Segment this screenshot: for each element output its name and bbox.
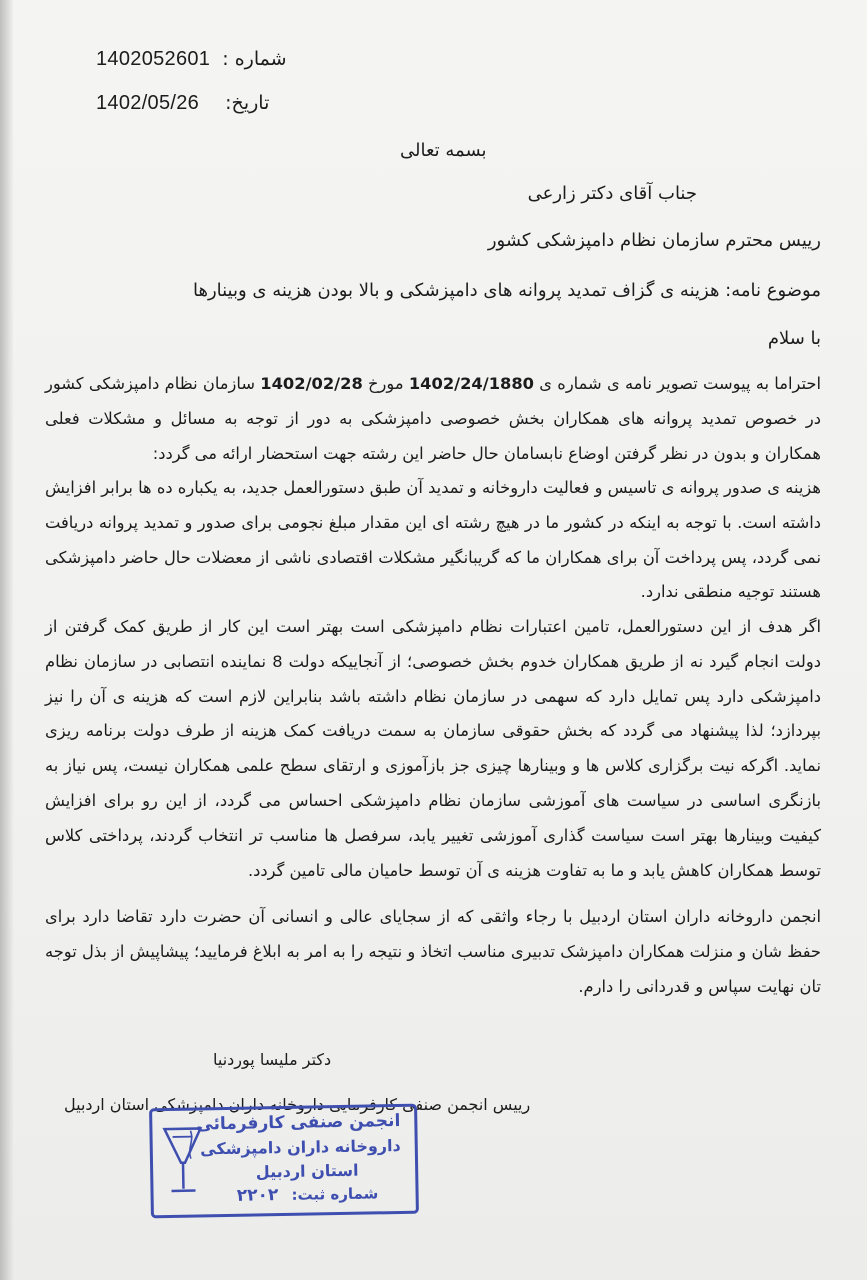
- reference-number: 1402/24/1880: [408, 374, 535, 393]
- subject-line: موضوع نامه: هزینه ی گزاف تمدید پروانه های دامپزشکی و بالا بودن هزینه ی وبینارها: [192, 280, 821, 301]
- paragraph-intro: [45, 367, 821, 471]
- intro-text-2: مورخ: [362, 374, 409, 393]
- intro-text-3: سازمان نظام دامپزشکی کشور در خصوص تمدید پروانه های همکاران بخش خصوصی دامپزشکی به دور از توجه به مسائل و مشکلات فعلی همکاران و بدون در نظر گرفتن اوضاع نابسامان حال حاضر این رشته جهت استحضار ارائه می گردد:: [45, 374, 821, 463]
- stamp-reg-value: ۲۲۰۲: [236, 1185, 279, 1206]
- stamp-registration: [213, 1183, 401, 1206]
- letter-number-label: شماره :: [222, 48, 287, 70]
- page-edge-shadow: [0, 0, 14, 1280]
- letter-number-row: [96, 48, 287, 71]
- letter-date-value: 1402/05/26: [96, 92, 200, 114]
- letter-date-row: [96, 92, 269, 115]
- paragraph-request: انجمن داروخانه داران استان اردبیل با رجاء واثقی که از سجایای عالی و انسانی آن حضرت دارد تقاضا دارد برای حفظ شان و منزلت همکاران دامپزشک تدبیری مناسب اتخاذ و نتیجه را به امر به ابلاغ فرمایید؛ پیشاپیش از بذل توجه تان نهایت سپاس و قدردانی را دارم.: [45, 907, 821, 996]
- reference-date: 1402/02/28: [260, 374, 363, 393]
- official-stamp: [149, 1104, 419, 1219]
- signatory-title: رییس انجمن صنفی کارفرمایی داروخانه داران دامپزشکی استان اردبیل: [64, 1095, 531, 1114]
- recipient-title: رییس محترم سازمان نظام دامپزشکی کشور: [487, 230, 821, 251]
- basmala: بسمه تعالی: [400, 140, 487, 161]
- stamp-reg-label: شماره ثبت:: [291, 1184, 379, 1204]
- letter-number-value: 1402052601: [96, 48, 211, 70]
- stamp-line-1: انجمن صنفی کارفرمائی: [196, 1110, 401, 1135]
- stamp-line-2: داروخانه داران دامپزشکی: [200, 1135, 401, 1159]
- paragraph-suggestion: اگر هدف از این دستورالعمل، تامین اعتبارات نظام دامپزشکی است بهتر است این کار از طریق کمک گرفتن از دولت انجام گیرد نه از طریق همکاران خدوم بخش خصوصی؛ از آنجاییکه دولت 8 نماینده انتصابی در سازمان نظام دامپزشکی دارد پس تمایل دارد که سهمی در سازمان نظام داشته باشد بنابراین لازم است که هزینه ی آن را نیز بپردازد؛ لذا پیشنهاد می گردد که بخش حقوقی سازمان به سمت دریافت کمک هزینه از طرف دولت برنامه ریزی نماید. اگرکه نیت برگزاری کلاس ها و وبینارها چیزی جز بازآموزی و ارتقای سطح علمی همکاران نیست، پس نیاز به بازنگری اساسی در سیاست های آموزشی سازمان نظام دامپزشکی احساس می گردد، از این رو برای افزایش کیفیت وبینارها بهتر است سیاست گذاری آموزشی تغییر یابد، سرفصل ها مناسب تر انتخاب گردند، پرداختی کلاس توسط همکاران کاهش یابد و ما به تفاوت هزینه ی آن توسط حامیان مالی تامین گردد.: [45, 617, 821, 880]
- recipient-name: جناب آقای دکتر زارعی: [527, 183, 697, 204]
- signatory-name: دکتر ملیسا پوردنیا: [213, 1050, 332, 1069]
- intro-text-1: احتراما به پیوست تصویر نامه ی شماره ی: [534, 374, 821, 393]
- greeting: با سلام: [767, 328, 821, 349]
- letter-date-label: تاریخ:: [225, 92, 270, 114]
- paragraph-fees: هزینه ی صدور پروانه ی تاسیس و فعالیت داروخانه و تمدید آن طبق دستورالعمل جدید، به یکباره ده ها برابر افزایش داشته است. با توجه به اینکه در کشور ما در هیچ رشته ای این مقدار مبلغ نجومی برای صدور و تمدید پروانه دریافت نمی گردد، پس پرداخت آن برای همکاران ما که گریبانگیر مشکلات اقتصادی ناشی از معضلات حال حاضر دامپزشکی هستند توجیه منطقی ندارد.: [45, 478, 821, 602]
- stamp-line-3: استان اردبیل: [255, 1160, 359, 1182]
